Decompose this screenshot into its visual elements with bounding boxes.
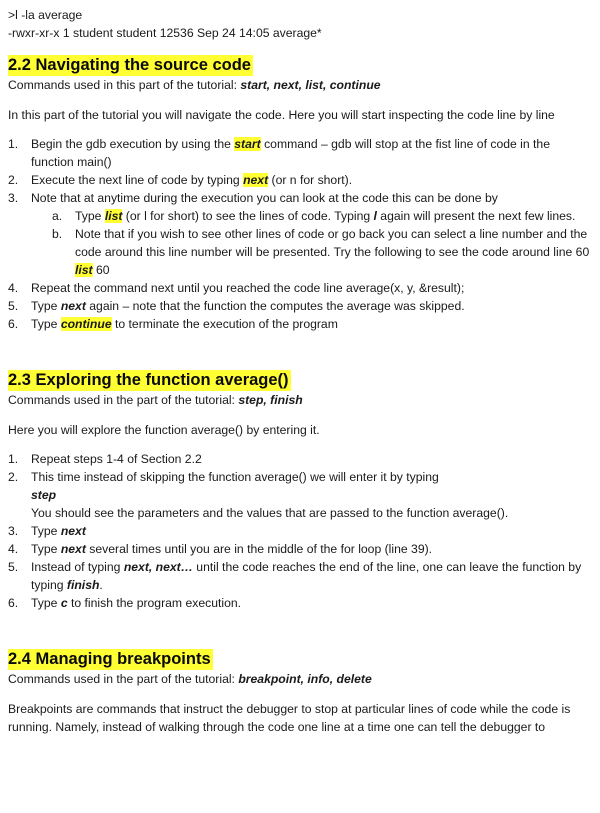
section-heading-2-3: 2.3 Exploring the function average() — [8, 371, 289, 389]
list-item: 4. Repeat the command next until you reached the code line average(x, y, &result); — [8, 281, 465, 295]
commands-list: step, finish — [238, 393, 303, 407]
section-intro-2-3: Here you will explore the function average() by entering it. — [8, 423, 320, 437]
list-item: 5. Instead of typing next, next… until the code reaches the end of the line, one can leave the function by typing finish. — [8, 560, 582, 592]
list-item: 2. This time instead of skipping the function average() we will enter it by typing step You should see the parameters and the values that are passed to the function average(). — [8, 470, 509, 520]
list-item: 3. Note that at anytime during the execution you can look at the code this can be done by — [8, 191, 498, 205]
list-item: 1. Begin the gdb execution by using the start command – gdb will stop at the fist line of code in the function main() — [8, 137, 550, 169]
section-2-2 — [8, 55, 594, 333]
section-2-4 — [8, 649, 594, 736]
commands-list: breakpoint, info, delete — [238, 672, 372, 686]
section-heading-2-2: 2.2 Navigating the source code — [8, 56, 251, 74]
list-item: b. Note that if you wish to see other lines of code or go back you can select a line number and the code around this line number will be presented. Try the following to see the code around line 60 list 60 — [52, 227, 590, 277]
terminal-command: >l -la average — [8, 8, 83, 22]
document-page — [8, 6, 594, 736]
list-item: 2. Execute the next line of code by typing next (or n for short). — [8, 173, 353, 187]
list-item: a. Type list (or l for short) to see the lines of code. Typing l again will present the next few lines. — [52, 209, 576, 223]
list-item: 5. Type next again – note that the function the computes the average was skipped. — [8, 299, 465, 313]
list-item: 1. Repeat steps 1-4 of Section 2.2 — [8, 452, 202, 466]
list-item: 6. Type c to finish the program execution. — [8, 596, 242, 610]
commands-line-2-4: Commands used in the part of the tutorial: breakpoint, info, delete — [8, 672, 372, 686]
list-item: 4. Type next several times until you are in the middle of the for loop (line 39). — [8, 542, 433, 556]
commands-line-2-3: Commands used in the part of the tutorial: step, finish — [8, 393, 303, 407]
section-intro-2-4: Breakpoints are commands that instruct the debugger to stop at particular lines of code while the code is running. Namely, instead of walking through the code one line at a time one can tell the debugger to — [8, 702, 571, 734]
section-2-3 — [8, 370, 594, 612]
list-item: 6. Type continue to terminate the execution of the program — [8, 317, 338, 331]
steps-list-2-3 — [8, 450, 594, 612]
section-heading-2-4: 2.4 Managing breakpoints — [8, 650, 211, 668]
terminal-listing: -rwxr-xr-x 1 student student 12536 Sep 24 14:05 average* — [8, 26, 322, 40]
section-intro-2-2: In this part of the tutorial you will navigate the code. Here you will start inspecting the code line by line — [8, 108, 555, 122]
list-item: 3. Type next — [8, 524, 86, 538]
commands-list: start, next, list, continue — [240, 78, 381, 92]
steps-list-2-2 — [8, 135, 594, 333]
commands-line-2-2: Commands used in this part of the tutorial: start, next, list, continue — [8, 78, 381, 92]
